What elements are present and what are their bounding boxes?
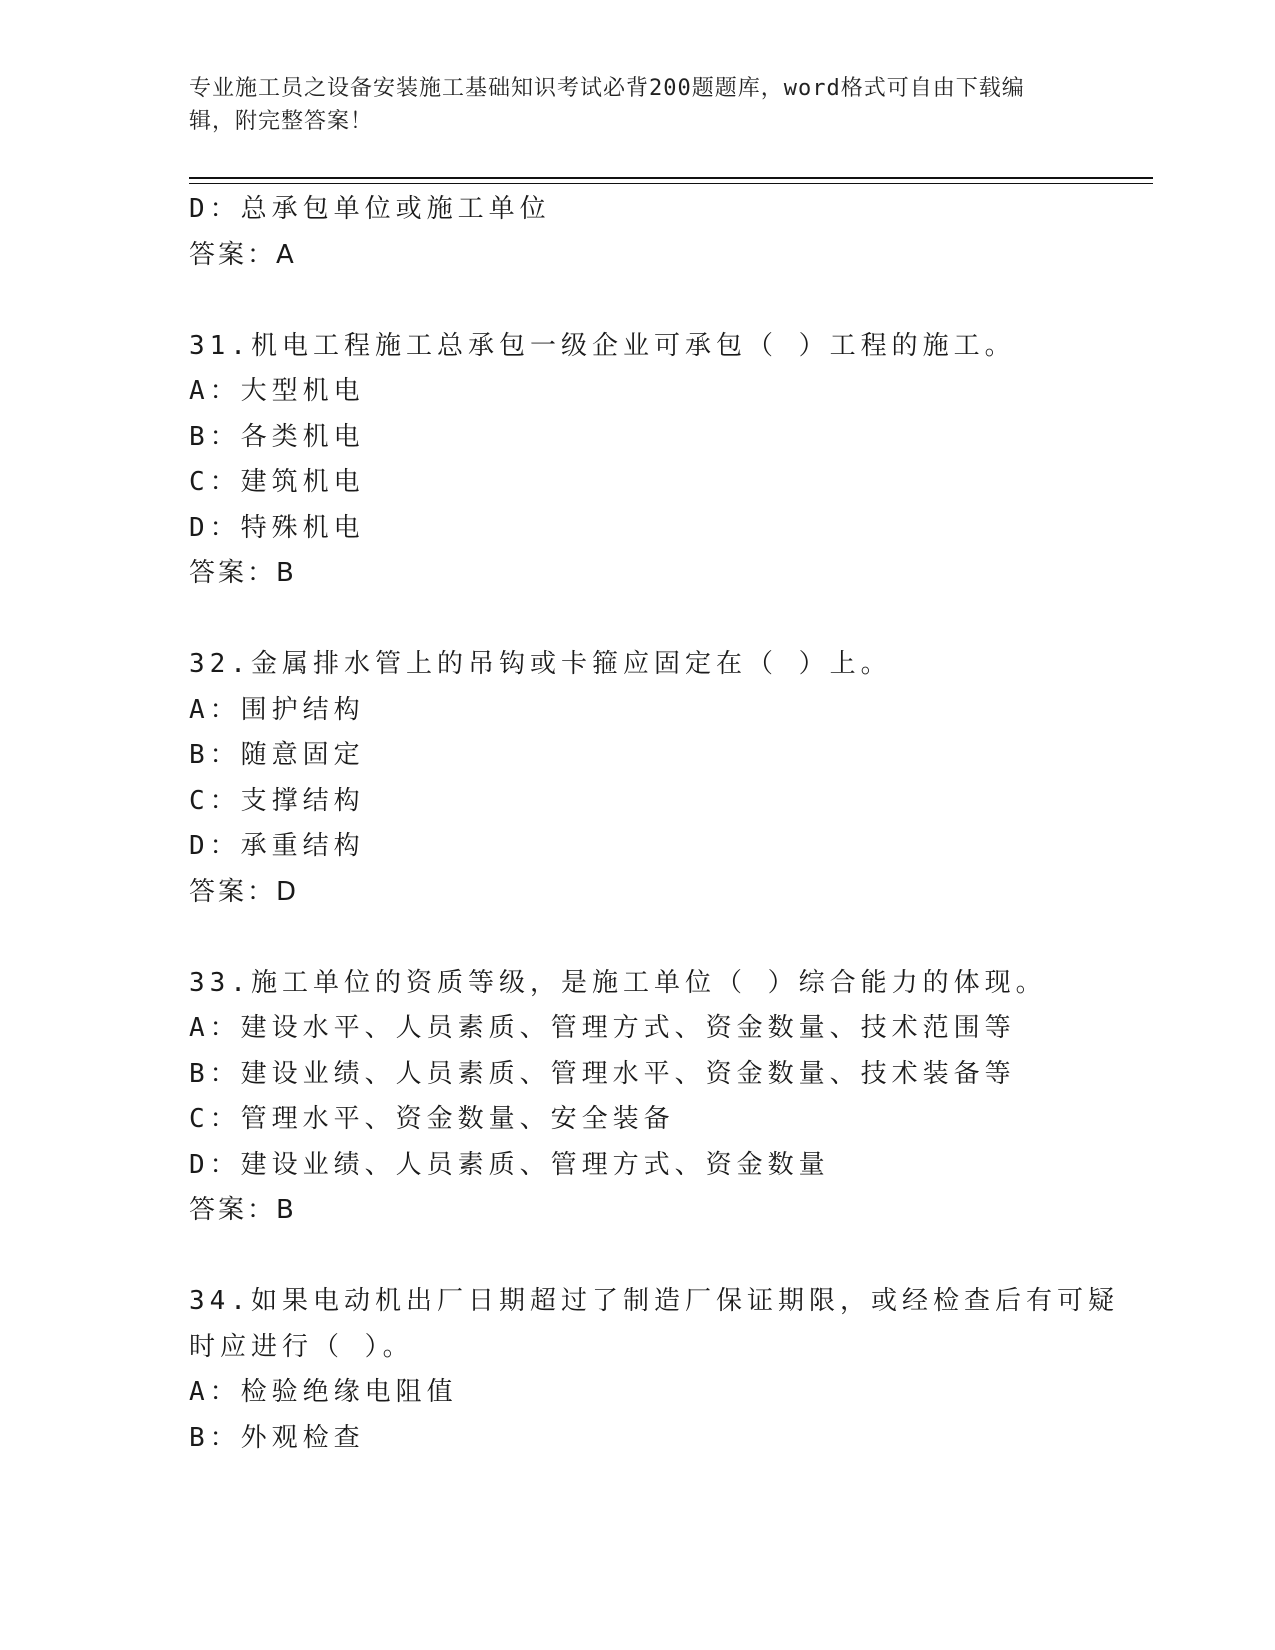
- option-b: B：各类机电: [189, 421, 365, 452]
- spacer: [189, 597, 1129, 643]
- option-d: D：特殊机电: [189, 512, 365, 543]
- question-stem: 32.金属排水管上的吊钩或卡箍应固定在（ ）上。: [189, 649, 892, 679]
- option-a: A：检验绝缘电阻值: [189, 1377, 458, 1407]
- question-list: [189, 187, 1129, 1461]
- header-divider-thin: [189, 183, 1153, 184]
- spacer: [189, 915, 1129, 961]
- question-stem: 31.机电工程施工总承包一级企业可承包（ ）工程的施工。: [189, 330, 1016, 361]
- option-d: D：总承包单位或施工单位: [189, 194, 551, 224]
- option-a: A：围护结构: [189, 694, 365, 725]
- option-c: C：管理水平、资金数量、安全装备: [189, 1104, 675, 1134]
- option-a: A：大型机电: [189, 376, 365, 406]
- document-header: 专业施工员之设备安装施工基础知识考试必背200题题库，word格式可自由下载编辑，附完整答案！: [189, 76, 1025, 134]
- question-stem: 34.如果电动机出厂日期超过了制造厂保证期限，或经检查后有可疑时应进行（ ）。: [189, 1286, 1119, 1362]
- spacer: [189, 1234, 1129, 1280]
- option-d: D：承重结构: [189, 831, 365, 861]
- spacer: [189, 278, 1129, 324]
- option-b: B：随意固定: [189, 740, 365, 770]
- question-stem: 33.施工单位的资质等级，是施工单位（ ）综合能力的体现。: [189, 967, 1047, 998]
- answer-line: 答案：D: [189, 876, 300, 907]
- option-c: C：建筑机电: [189, 467, 365, 497]
- option-a: A：建设水平、人员素质、管理方式、资金数量、技术范围等: [189, 1013, 1016, 1043]
- header-divider-thick: [189, 177, 1153, 179]
- option-b: B：外观检查: [189, 1422, 365, 1453]
- answer-line: 答案：B: [189, 1195, 297, 1225]
- answer-line: 答案：B: [189, 558, 297, 588]
- option-c: C：支撑结构: [189, 785, 365, 816]
- answer-line: 答案：A: [189, 239, 297, 270]
- option-d: D：建设业绩、人员素质、管理方式、资金数量: [189, 1149, 830, 1180]
- option-b: B：建设业绩、人员素质、管理水平、资金数量、技术装备等: [189, 1058, 1016, 1089]
